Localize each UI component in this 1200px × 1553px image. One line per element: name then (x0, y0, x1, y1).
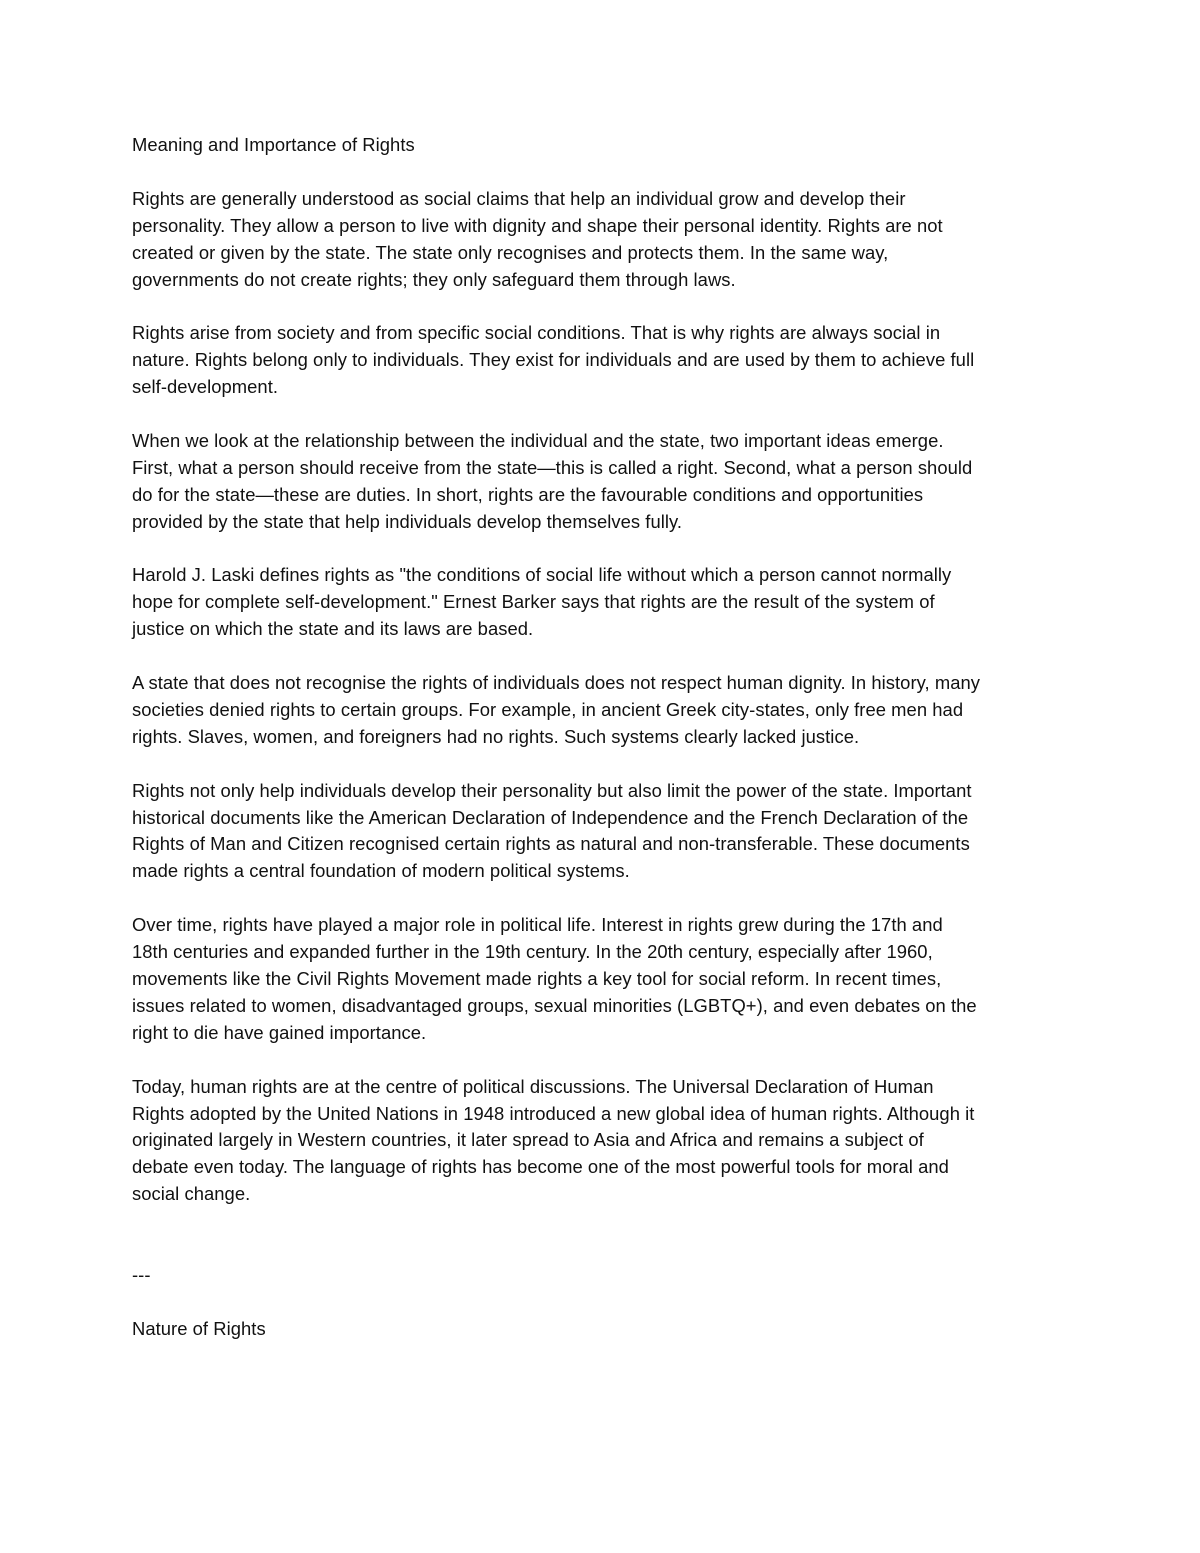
document-title: Meaning and Importance of Rights (132, 134, 415, 155)
paragraph-5: A state that does not recognise the rights of individuals does not respect human dignity. In history, many societies denied rights to certain groups. For example, in ancient Greek city-states, only free men had rights. Slaves, women, and foreigners had no rights. Such systems clearly lacked justice. (132, 672, 980, 747)
paragraph-2: Rights arise from society and from specific social conditions. That is why rights are always social in nature. Rights belong only to individuals. They exist for individuals and are used by them to achieve full self-development. (132, 322, 975, 398)
paragraph-8: Today, human rights are at the centre of political discussions. The Universal Declaration of Human Rights adopted by the United Nations in 1948 introduced a new global idea of human rights. Although it originated largely in Western countries, it later spread to Asia and Africa and remains a subject of debate even today. The language of rights has become one of the most powerful tools for moral and social change. (132, 1075, 975, 1205)
paragraph-7: Over time, rights have played a major role in political life. Interest in rights grew during the 17th and 18th centuries and expanded further in the 19th century. In the 20th century, especially after 1960, movements like the Civil Rights Movement made rights a key tool for social reform. In recent times, issues related to women, disadvantaged groups, sexual minorities (LGBTQ+), and even debates on the right to die have gained importance. (132, 914, 977, 1043)
paragraph-6: Rights not only help individuals develop their personality but also limit the power of the state. Important historical documents like the American Declaration of Independence and the French Declaration of the Rights of Man and Citizen recognised certain rights as natural and non-transferable. These documents made rights a central foundation of modern political systems. (132, 779, 972, 882)
paragraph-1: Rights are generally understood as social claims that help an individual grow and develop their personality. They allow a person to live with dignity and shape their personal identity. Rights are not created or given by the state. The state only recognises and protects them. In the same way, governments do not create rights; they only safeguard them through laws. (132, 187, 943, 290)
paragraph-3: When we look at the relationship between the individual and the state, two important ideas emerge. First, what a person should receive from the state—this is called a right. Second, what a person should do for the state—these are duties. In short, rights are the favourable conditions and opportunities provided by the state that help individuals develop themselves fully. (132, 429, 973, 532)
paragraph-4: Harold J. Laski defines rights as "the conditions of social life without which a person cannot normally hope for complete self-development." Ernest Barker says that rights are the result of the system of justice on which the state and its laws are based. (132, 564, 952, 640)
section-heading-nature-of-rights: Nature of Rights (132, 1317, 266, 1339)
section-separator: --- (132, 1263, 151, 1285)
document-body (132, 132, 982, 1370)
